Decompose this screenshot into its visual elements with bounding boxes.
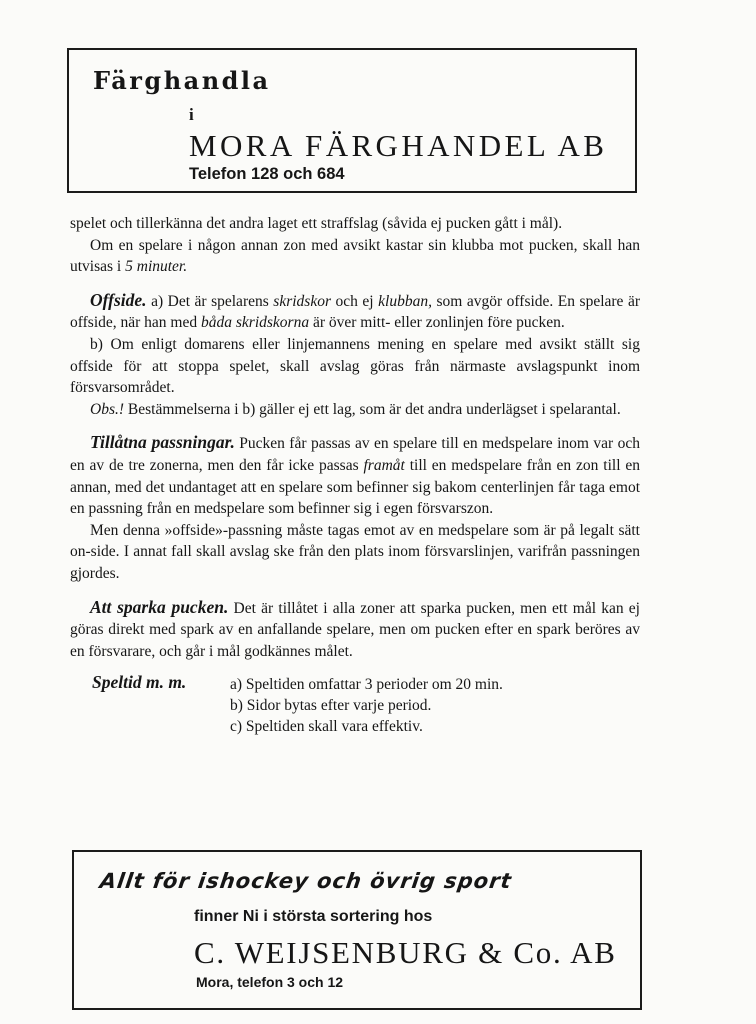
paragraph-penalty-shot: spelet och tillerkänna det andra laget ett straffslag (såvida ej pucken gått i mål).: [70, 215, 563, 232]
offside-skates: skridskor: [273, 292, 331, 310]
paragraph-obs: [70, 399, 640, 421]
offside-text-2: och ej: [331, 292, 379, 310]
passing-forward: framåt: [363, 456, 405, 474]
kick-text: Det är tillåtet i alla zoner att sparka pucken, men ett mål kan ej göras direkt med spark av en anfallande spelare, men om pucken efter en spark beröres av en försvarare, och går i mål godkännes målet.: [70, 599, 640, 660]
paragraph-passing: [70, 432, 640, 519]
playing-time-b: b) Sidor bytas efter varje period.: [230, 697, 432, 715]
ad-preposition: i: [189, 105, 194, 124]
paragraph-offside-pass: Men denna »offside»-passning måste tagas emot av en medspelare som är på legalt sätt on-side. I annat fall skall avslag ske från den plats inom försvarslinjen, varifrån passningen gjordes.: [70, 521, 640, 582]
ad-phone: Telefon 128 och 684: [189, 165, 345, 183]
offside-stick: klubban,: [378, 292, 432, 310]
paragraph-kick: [70, 597, 640, 663]
obs-text: Bestämmelserna i b) gäller ej ett lag, som är det andra underlägset i spelarantal.: [124, 400, 621, 418]
passing-heading: Tillåtna passningar.: [90, 432, 235, 453]
passing-text-2: till en medspelare från en zon till en annan, med det undantaget att en spelare som befinner sig bakom centerlinjen får taga emot en passning från en medspelare som befinner sig i egen försvarszon.: [70, 456, 641, 518]
kick-heading: Att sparka pucken.: [90, 596, 229, 617]
ad-headline: Färghandla: [93, 66, 271, 95]
paragraph-offside-a: [70, 290, 640, 334]
offside-both-skates: båda skridskorna: [201, 314, 310, 332]
offside-text-1: a) Det är spelarens: [146, 292, 274, 310]
offside-text-3: som avgör offside. En spelare är offside, när han med: [70, 292, 640, 332]
playing-time-a: a) Speltiden omfattar 3 perioder om 20 min.: [230, 676, 503, 694]
ad-company-name: C. WEIJSENBURG & Co. AB: [194, 935, 617, 970]
thrown-stick-text: Om en spelare i någon annan zon med avsikt kastar sin klubba mot pucken, skall han utvisas i: [70, 236, 640, 276]
ad-address: Mora, telefon 3 och 12: [196, 974, 344, 990]
rules-text: [70, 213, 640, 738]
playing-time-c: c) Speltiden skall vara effektiv.: [230, 718, 423, 736]
offside-heading: Offside.: [90, 289, 147, 310]
playing-time-heading: Speltid m. m.: [92, 672, 187, 693]
bottom-advertisement: [72, 850, 642, 1010]
passing-text-1: Pucken får passas av en spelare till en medspelare inom var och en av de tre zonerna, men den får icke passas: [70, 435, 640, 474]
ad-company-name: MORA FÄRGHANDEL AB: [189, 128, 608, 163]
playing-time-section: [70, 672, 640, 738]
obs-label: Obs.!: [90, 400, 125, 418]
paragraph-thrown-stick: [70, 235, 640, 278]
top-advertisement: [67, 48, 637, 193]
minutes-text: 5 minuter.: [125, 258, 188, 276]
offside-text-4: är över mitt- eller zonlinjen före pucken.: [309, 314, 565, 332]
ad-slogan: Allt för ishockey och övrig sport: [98, 869, 514, 893]
paragraph-offside-b: b) Om enligt domarens eller linjemannens mening en spelare med avsikt ställt sig offside för att stoppa spelet, skall avslag göras från närmaste avslagspunkt inom försvarsområdet.: [70, 335, 640, 397]
ad-subline: finner Ni i största sortering hos: [194, 908, 433, 925]
